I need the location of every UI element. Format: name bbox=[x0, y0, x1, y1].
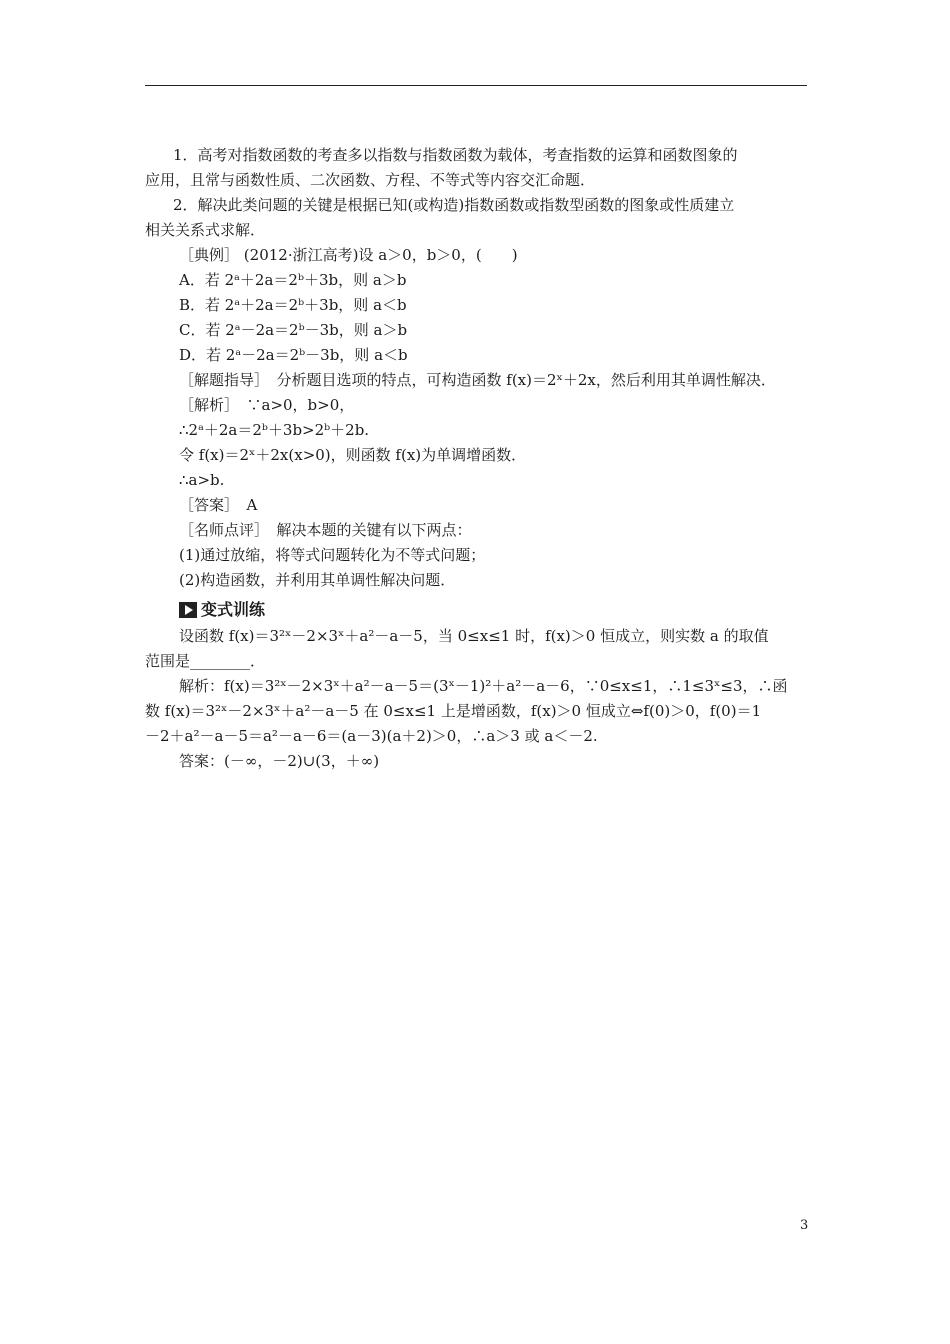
page-number: 3 bbox=[800, 1218, 809, 1233]
training-heading bbox=[179, 597, 813, 622]
header-rule bbox=[145, 85, 807, 86]
option-a: A．若 2ᵃ＋2a＝2ᵇ＋3b，则 a＞b bbox=[179, 271, 407, 289]
comment-line1: ［名师点评］ 解决本题的关键有以下两点： bbox=[179, 521, 472, 539]
option-d: D．若 2ᵃ－2a＝2ᵇ－3b，则 a＜b bbox=[179, 346, 408, 364]
option-c: C．若 2ᵃ－2a＝2ᵇ－3b，则 a＞b bbox=[179, 321, 408, 339]
document-body bbox=[145, 143, 813, 774]
play-icon bbox=[179, 602, 197, 618]
example-label: ［典例］ bbox=[179, 246, 240, 264]
training-heading-text: 变式训练 bbox=[201, 600, 266, 619]
example-source: (2012·浙江高考)设 a＞0，b＞0，( ) bbox=[243, 246, 518, 264]
example-answer: ［答案］ A bbox=[179, 496, 258, 514]
question-line2: 范围是________． bbox=[145, 652, 266, 670]
analysis-line1: ［解析］ ∵a>0，b>0， bbox=[179, 396, 355, 414]
analysis-line2: ∴2ᵃ＋2a＝2ᵇ＋3b>2ᵇ＋2b. bbox=[179, 421, 370, 439]
intro-p2-line2: 相关关系式求解． bbox=[145, 221, 266, 239]
question-line1: 设函数 f(x)＝3²ˣ－2×3ˣ＋a²－a－5，当 0≤x≤1 时，f(x)＞0 恒成立，则实数 a 的取值 bbox=[179, 627, 769, 645]
analysis-line4: ∴a>b. bbox=[179, 471, 225, 489]
example-header bbox=[179, 243, 813, 268]
solution-line2: 数 f(x)＝3²ˣ－2×3ˣ＋a²－a－5 在 0≤x≤1 上是增函数，f(x)＞0 恒成立⇔f(0)＞0，f(0)＝1 bbox=[145, 702, 762, 720]
comment-line2: (1)通过放缩，将等式问题转化为不等式问题； bbox=[179, 546, 486, 564]
solution-line3: －2＋a²－a－5＝a²－a－6＝(a－3)(a＋2)＞0，∴a＞3 或 a＜－2. bbox=[145, 727, 598, 745]
comment-line3: (2)构造函数，并利用其单调性解决问题． bbox=[179, 571, 456, 589]
training-answer: 答案：(－∞，－2)∪(3，＋∞) bbox=[179, 752, 380, 770]
solution-line1: 解析：f(x)＝3²ˣ－2×3ˣ＋a²－a－5＝(3ˣ－1)²＋a²－a－6，∵0≤x≤1，∴1≤3ˣ≤3，∴函 bbox=[179, 677, 788, 695]
analysis-line3: 令 f(x)＝2ˣ＋2x(x>0)，则函数 f(x)为单调增函数． bbox=[179, 446, 527, 464]
intro-p2-line1: 2．解决此类问题的关键是根据已知(或构造)指数函数或指数型函数的图象或性质建立 bbox=[173, 196, 735, 214]
solution-guide: ［解题指导］ 分析题目选项的特点，可构造函数 f(x)＝2ˣ＋2x，然后利用其单调性解决． bbox=[179, 371, 776, 389]
intro-p1-line2: 应用，且常与函数性质、二次函数、方程、不等式等内容交汇命题． bbox=[145, 171, 596, 189]
intro-p1-line1: 1．高考对指数函数的考查多以指数与指数函数为载体，考查指数的运算和函数图象的 bbox=[173, 146, 738, 164]
option-b: B．若 2ᵃ＋2a＝2ᵇ＋3b，则 a＜b bbox=[179, 296, 407, 314]
